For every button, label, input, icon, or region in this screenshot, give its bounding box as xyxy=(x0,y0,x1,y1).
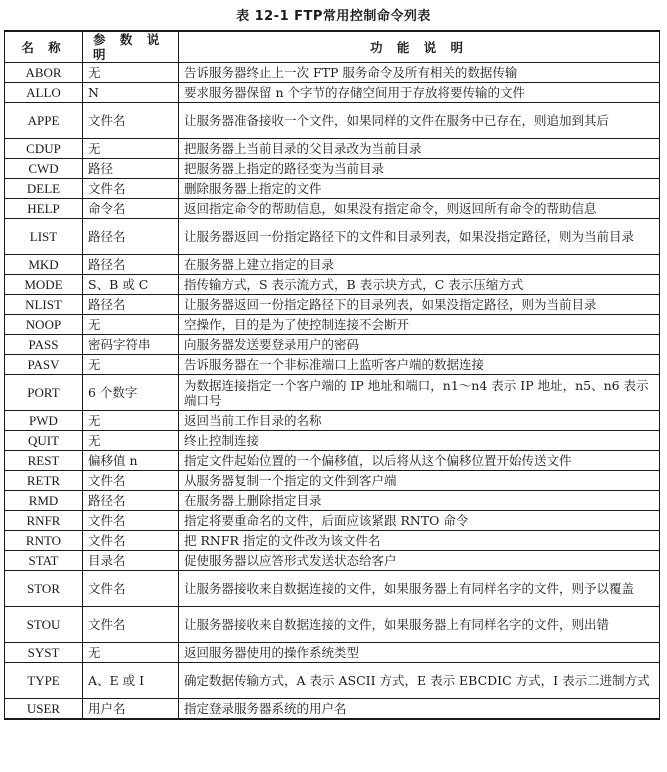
command-param: A、E 或 I xyxy=(83,663,179,699)
command-name: LIST xyxy=(5,219,83,255)
command-name: RNTO xyxy=(5,531,83,551)
header-desc: 功 能 说 明 xyxy=(179,31,660,63)
command-param: 路径名 xyxy=(83,255,179,275)
table-row xyxy=(5,335,660,355)
header-name: 名 称 xyxy=(5,31,83,63)
command-name: REST xyxy=(5,451,83,471)
command-param: 无 xyxy=(83,315,179,335)
command-desc: 促使服务器以应答形式发送状态给客户 xyxy=(179,551,660,571)
command-name: PORT xyxy=(5,375,83,411)
command-name: NOOP xyxy=(5,315,83,335)
command-name: MODE xyxy=(5,275,83,295)
command-desc: 指定文件起始位置的一个偏移值，以后将从这个偏移位置开始传送文件 xyxy=(179,451,660,471)
command-desc: 返回当前工作目录的名称 xyxy=(179,411,660,431)
command-name: MKD xyxy=(5,255,83,275)
table-row xyxy=(5,295,660,315)
command-param: 文件名 xyxy=(83,607,179,643)
table-row xyxy=(5,315,660,335)
table-row xyxy=(5,103,660,139)
table-row xyxy=(5,531,660,551)
command-name: PWD xyxy=(5,411,83,431)
command-param: N xyxy=(83,83,179,103)
command-param: 偏移值 n xyxy=(83,451,179,471)
command-name: CDUP xyxy=(5,139,83,159)
command-param: 文件名 xyxy=(83,511,179,531)
command-name: CWD xyxy=(5,159,83,179)
command-desc: 让服务器返回一份指定路径下的目录列表，如果没指定路径，则为当前目录 xyxy=(179,295,660,315)
command-param: 路径名 xyxy=(83,491,179,511)
table-row xyxy=(5,643,660,663)
command-desc: 告诉服务器终止上一次 FTP 服务命令及所有相关的数据传输 xyxy=(179,63,660,83)
command-param: 路径名 xyxy=(83,219,179,255)
table-row xyxy=(5,355,660,375)
table-row xyxy=(5,471,660,491)
command-desc: 从服务器复制一个指定的文件到客户端 xyxy=(179,471,660,491)
command-desc: 返回指定命令的帮助信息，如果没有指定命令，则返回所有命令的帮助信息 xyxy=(179,199,660,219)
command-name: PASS xyxy=(5,335,83,355)
command-desc: 终止控制连接 xyxy=(179,431,660,451)
table-row xyxy=(5,275,660,295)
command-param: 路径名 xyxy=(83,295,179,315)
command-param: 命令名 xyxy=(83,199,179,219)
table-caption: 表 12-1 FTP常用控制命令列表 xyxy=(236,9,431,24)
command-param: 无 xyxy=(83,139,179,159)
command-name: USER xyxy=(5,699,83,720)
command-desc: 让服务器准备接收一个文件，如果同样的文件在服务中已存在，则追加到其后 xyxy=(179,103,660,139)
command-desc: 删除服务器上指定的文件 xyxy=(179,179,660,199)
table-row xyxy=(5,571,660,607)
command-name: HELP xyxy=(5,199,83,219)
command-param: 文件名 xyxy=(83,471,179,491)
command-name: STAT xyxy=(5,551,83,571)
command-name: RMD xyxy=(5,491,83,511)
command-param: 无 xyxy=(83,431,179,451)
command-name: ABOR xyxy=(5,63,83,83)
command-desc: 把 RNFR 指定的文件改为该文件名 xyxy=(179,531,660,551)
table-row xyxy=(5,663,660,699)
table-row xyxy=(5,219,660,255)
table-row xyxy=(5,699,660,720)
table-row xyxy=(5,431,660,451)
command-param: 无 xyxy=(83,411,179,431)
command-desc: 把服务器上当前目录的父目录改为当前目录 xyxy=(179,139,660,159)
command-name: RETR xyxy=(5,471,83,491)
command-param: 6 个数字 xyxy=(83,375,179,411)
command-param: 目录名 xyxy=(83,551,179,571)
table-row xyxy=(5,551,660,571)
ftp-command-table xyxy=(4,30,660,720)
table-row xyxy=(5,139,660,159)
command-desc: 让服务器接收来自数据连接的文件，如果服务器上有同样名字的文件，则出错 xyxy=(179,607,660,643)
command-desc: 返回服务器使用的操作系统类型 xyxy=(179,643,660,663)
table-row xyxy=(5,83,660,103)
command-name: QUIT xyxy=(5,431,83,451)
command-name: APPE xyxy=(5,103,83,139)
command-desc: 空操作，目的是为了使控制连接不会断开 xyxy=(179,315,660,335)
table-row xyxy=(5,411,660,431)
command-param: 文件名 xyxy=(83,179,179,199)
command-desc: 要求服务器保留 n 个字节的存储空间用于存放将要传输的文件 xyxy=(179,83,660,103)
command-desc: 指定登录服务器系统的用户名 xyxy=(179,699,660,720)
command-desc: 让服务器接收来自数据连接的文件，如果服务器上有同样名字的文件，则予以覆盖 xyxy=(179,571,660,607)
command-param: 无 xyxy=(83,63,179,83)
command-desc: 告诉服务器在一个非标准端口上监听客户端的数据连接 xyxy=(179,355,660,375)
table-row xyxy=(5,451,660,471)
command-param: 文件名 xyxy=(83,103,179,139)
command-desc: 指传输方式，S 表示流方式，B 表示块方式，C 表示压缩方式 xyxy=(179,275,660,295)
table-row xyxy=(5,607,660,643)
table-row xyxy=(5,375,660,411)
header-param: 参 数 说 明 xyxy=(83,31,179,63)
table-row xyxy=(5,511,660,531)
command-param: 用户名 xyxy=(83,699,179,720)
table-row xyxy=(5,491,660,511)
command-desc: 让服务器返回一份指定路径下的文件和目录列表，如果没指定路径，则为当前目录 xyxy=(179,219,660,255)
command-desc: 在服务器上建立指定的目录 xyxy=(179,255,660,275)
command-desc: 向服务器发送要登录用户的密码 xyxy=(179,335,660,355)
command-desc: 确定数据传输方式，A 表示 ASCII 方式，E 表示 EBCDIC 方式，I 表示二进制方式 xyxy=(179,663,660,699)
command-param: 无 xyxy=(83,355,179,375)
table-row xyxy=(5,199,660,219)
command-name: DELE xyxy=(5,179,83,199)
command-name: PASV xyxy=(5,355,83,375)
command-param: 密码字符串 xyxy=(83,335,179,355)
command-param: S、B 或 C xyxy=(83,275,179,295)
table-row xyxy=(5,255,660,275)
command-name: ALLO xyxy=(5,83,83,103)
command-param: 文件名 xyxy=(83,531,179,551)
command-param: 无 xyxy=(83,643,179,663)
command-desc: 为数据连接指定一个客户端的 IP 地址和端口，n1～n4 表示 IP 地址，n5、n6 表示端口号 xyxy=(179,375,660,411)
command-name: STOR xyxy=(5,571,83,607)
command-desc: 在服务器上删除指定目录 xyxy=(179,491,660,511)
command-name: SYST xyxy=(5,643,83,663)
table-row xyxy=(5,63,660,83)
command-name: TYPE xyxy=(5,663,83,699)
command-name: STOU xyxy=(5,607,83,643)
command-desc: 把服务器上指定的路径变为当前目录 xyxy=(179,159,660,179)
command-param: 路径 xyxy=(83,159,179,179)
command-name: RNFR xyxy=(5,511,83,531)
command-desc: 指定将要重命名的文件，后面应该紧跟 RNTO 命令 xyxy=(179,511,660,531)
table-row xyxy=(5,159,660,179)
command-param: 文件名 xyxy=(83,571,179,607)
table-header-row xyxy=(5,31,660,63)
command-name: NLIST xyxy=(5,295,83,315)
table-row xyxy=(5,179,660,199)
